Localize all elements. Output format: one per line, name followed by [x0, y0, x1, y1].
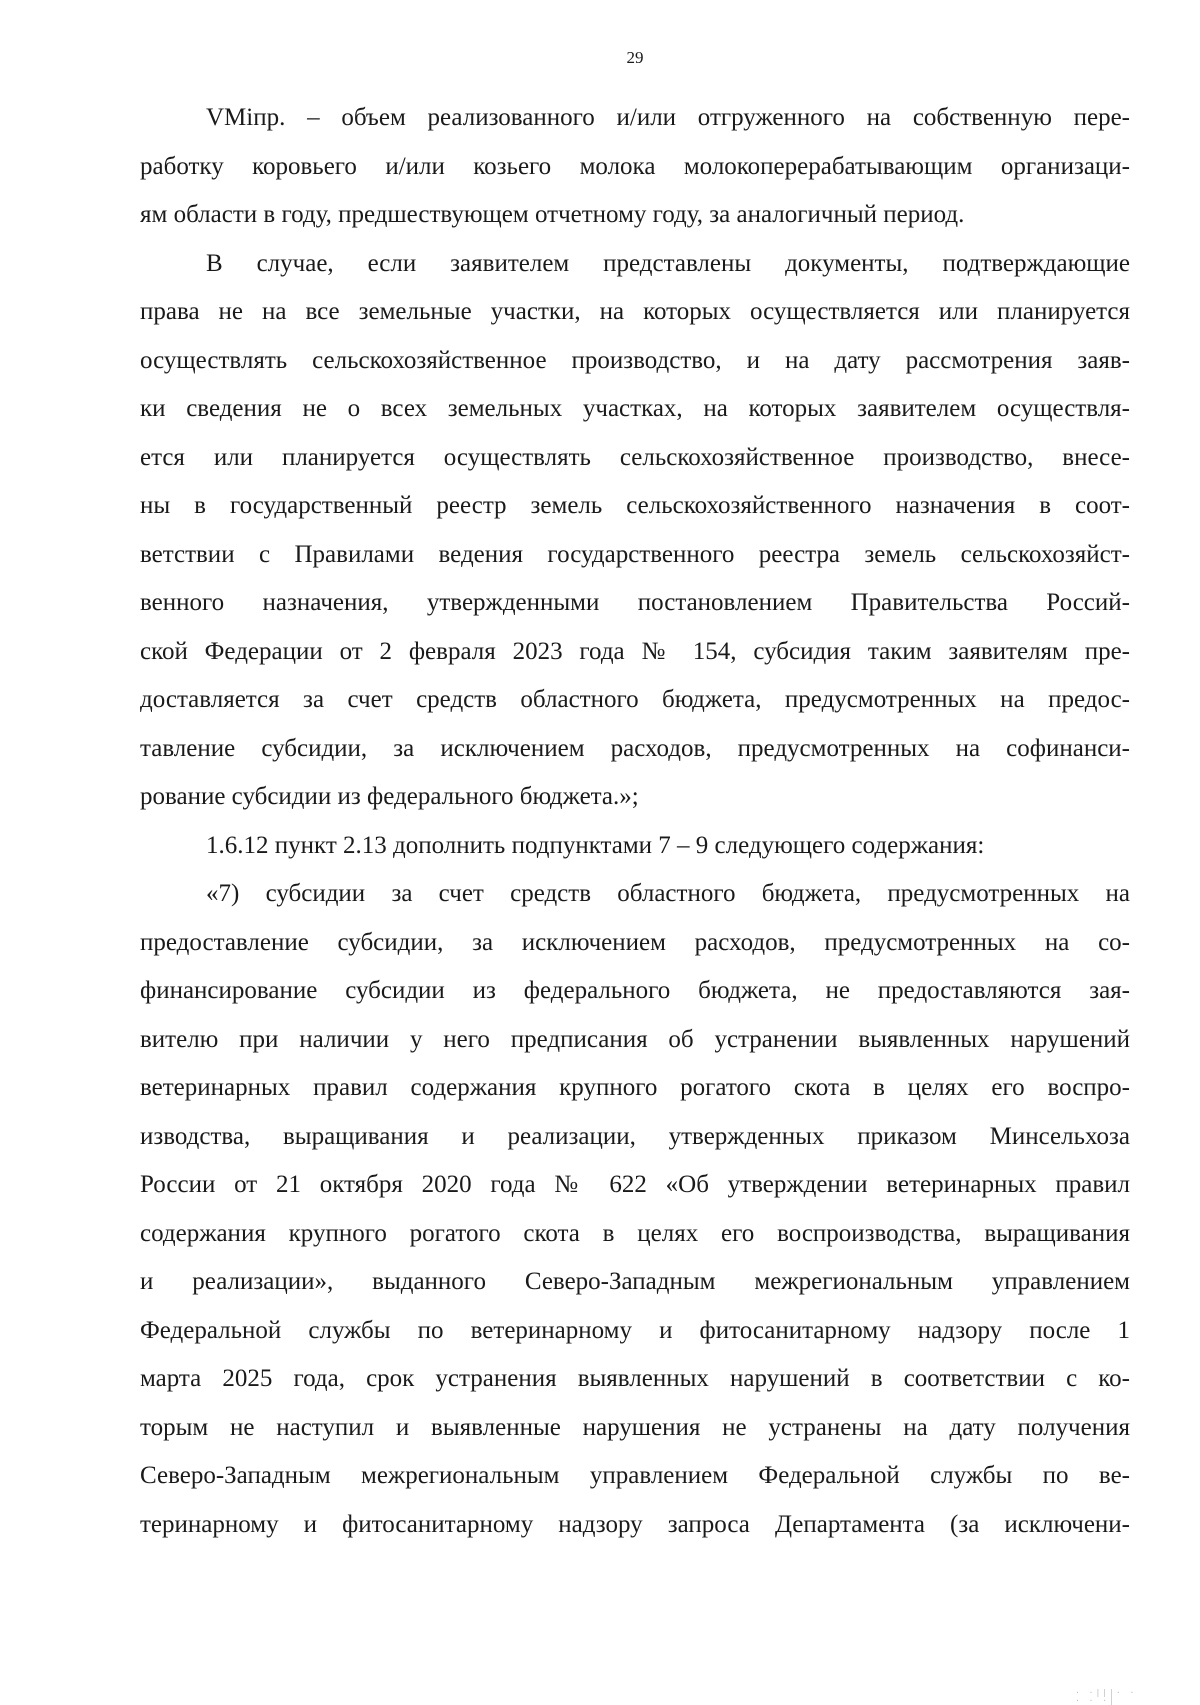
text-line: права не на все земельные участки, на которых осуществляется или планируется [140, 298, 1130, 325]
text-line: осуществлять сельскохозяйственное производство, и на дату рассмотрения заяв- [140, 346, 1130, 374]
text-line: ки сведения не о всех земельных участках, на которых заявителем осуществля- [140, 395, 1130, 422]
document-body [140, 94, 1130, 1549]
text-line: работку коровьего и/или козьего молока молокоперерабатывающим организаци- [140, 152, 1130, 180]
text-line: рование субсидии из федерального бюджета.»; [140, 783, 639, 810]
text-line: ветствии с Правилами ведения государственного реестра земель сельскохозяйст- [140, 540, 1130, 568]
page-number: 29 [626, 48, 644, 67]
text-line: ям области в году, предшествующем отчетному году, за аналогичный период. [140, 201, 965, 228]
text-line: VMiпр. – объем реализованного и/или отгруженного на собственную пере- [206, 104, 1130, 131]
text-line: ны в государственный реестр земель сельскохозяйственного назначения в соот- [140, 492, 1130, 519]
text-line: марта 2025 года, срок устранения выявленных нарушений в соответствии с ко- [140, 1365, 1130, 1392]
text-line: 1.6.12 пункт 2.13 дополнить подпунктами 7 – 9 следующего содержания: [206, 831, 985, 859]
text-line: России от 21 октября 2020 года № 622 «Об утверждении ветеринарных правил [140, 1171, 1130, 1198]
text-line: и реализации», выданного Северо-Западным межрегиональным управлением [140, 1268, 1130, 1295]
text-line: вителю при наличии у него предписания об устранении выявленных нарушений [140, 1025, 1130, 1053]
text-line: ется или планируется осуществлять сельскохозяйственное производство, внесе- [140, 443, 1130, 471]
text-line: В случае, если заявителем представлены документы, подтверждающие [206, 249, 1130, 277]
text-line: ской Федерации от 2 февраля 2023 года № 154, субсидия таким заявителям пре- [140, 637, 1130, 665]
text-line: тавление субсидии, за исключением расходов, предусмотренных на софинанси- [140, 734, 1130, 762]
text-line: доставляется за счет средств областного бюджета, предусмотренных на предос- [140, 686, 1130, 713]
scan-edge-artifact: · ·|||· · · · ·| [1075, 1688, 1137, 1705]
text-line: финансирование субсидии из федерального бюджета, не предоставляются зая- [140, 977, 1130, 1004]
text-line: венного назначения, утвержденными постановлением Правительства Россий- [140, 589, 1130, 616]
text-line: содержания крупного рогатого скота в целях его воспроизводства, выращивания [140, 1219, 1130, 1247]
text-line: предоставление субсидии, за исключением расходов, предусмотренных на со- [140, 928, 1130, 956]
text-line: ветеринарных правил содержания крупного рогатого скота в целях его воспро- [140, 1074, 1130, 1101]
text-line: торым не наступил и выявленные нарушения не устранены на дату получения [140, 1413, 1130, 1441]
text-line: изводства, выращивания и реализации, утвержденных приказом Минсельхоза [140, 1122, 1130, 1150]
text-line: Северо-Западным межрегиональным управлением Федеральной службы по ве- [140, 1462, 1130, 1489]
text-line: Федеральной службы по ветеринарному и фитосанитарному надзору после 1 [140, 1316, 1130, 1344]
text-line: «7) субсидии за счет средств областного бюджета, предусмотренных на [206, 880, 1130, 907]
text-line: теринарному и фитосанитарному надзору запроса Департамента (за исключени- [140, 1510, 1130, 1538]
